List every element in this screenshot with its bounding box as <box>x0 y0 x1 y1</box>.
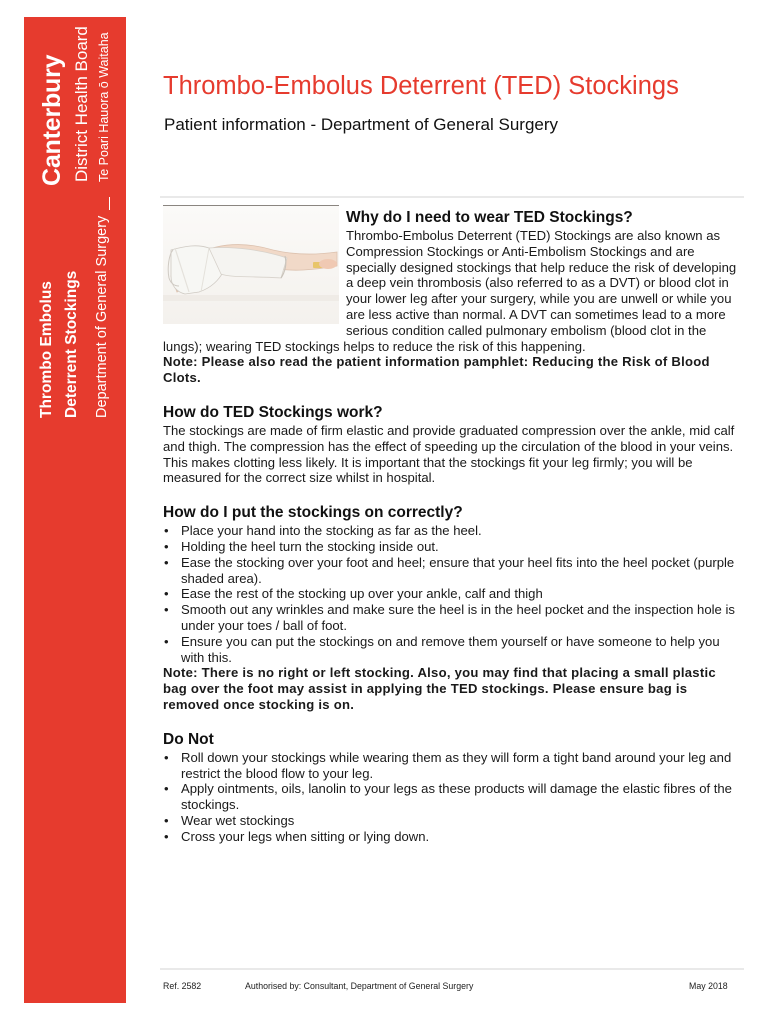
main-content <box>163 205 743 845</box>
do-not-list <box>163 750 743 845</box>
footer-authorised: Authorised by: Consultant, Department of General Surgery <box>245 981 474 991</box>
header-divider <box>160 196 744 198</box>
brand-maori-name: Te Poari Hauora ō Waitaha <box>97 32 111 182</box>
section-body-how-work: The stockings are made of firm elastic and provide graduated compression over the ankle, mid calf and thigh. The compression has the effect of speeding up the circulation of the blood in your veins. This makes clotting less likely. It is important that the stockings fit your leg firmly; you will be measured for the correct size whilst in hospital. <box>163 422 735 486</box>
put-on-steps-list <box>163 523 743 665</box>
list-item: • Place your hand into the stocking as far as the heel. <box>163 523 743 539</box>
brand-board-name: District Health Board <box>72 26 91 182</box>
footer-divider <box>160 968 744 970</box>
list-item: • Wear wet stockings <box>163 813 743 829</box>
brand-name: Canterbury <box>38 54 66 186</box>
footer-date: May 2018 <box>689 981 728 991</box>
sidebar-title-line2: Deterrent Stockings <box>63 270 80 418</box>
note-right-left: Note: There is no right or left stocking. Also, you may find that placing a small plastic bag over the foot may assist in applying the TED stockings. Please ensure bag is removed once stocking is on. <box>163 665 716 712</box>
list-item: • Cross your legs when sitting or lying down. <box>163 829 743 845</box>
note-blood-clots: Note: Please also read the patient information pamphlet: Reducing the Risk of Blood Clots. <box>163 354 710 386</box>
list-item: • Holding the heel turn the stocking inside out. <box>163 539 743 555</box>
footer-ref: Ref. 2582 <box>163 981 202 991</box>
list-item: • Ease the stocking over your foot and heel; ensure that your heel fits into the heel pocket (purple shaded area). <box>163 555 743 587</box>
sidebar-title-line1: Thrombo Embolus <box>38 281 55 418</box>
page-subtitle: Patient information - Department of General Surgery <box>164 115 559 134</box>
section-body-why: Thrombo-Embolus Deterrent (TED) Stockings are also known as Compression Stockings or Anti-Embolism Stockings and are specially designed stockings that help reduce the risk of developing a deep vein thrombosis (also referred to as a DVT) or blood clot in your lower leg after your surgery, while you are unwell or while you are less active than normal. A DVT can sometimes lead to a more serious condition called pulmonary embolism (blood clot in the lungs); wearing TED stockings helps to reduce the risk of this happening. <box>163 228 737 354</box>
list-item: • Roll down your stockings while wearing them as they will form a tight band around your leg and restrict the blood flow to your leg. <box>163 750 743 782</box>
stocking-leg-image <box>163 205 339 324</box>
list-item: • Ensure you can put the stockings on and remove them yourself or have someone to help you with this. <box>163 634 743 666</box>
list-item: • Apply ointments, oils, lanolin to your legs as these products will damage the elastic fibres of the stockings. <box>163 781 743 813</box>
list-item: • Smooth out any wrinkles and make sure the heel is in the heel pocket and the inspection hole is under your toes / ball of foot. <box>163 602 743 634</box>
section-heading-put-on: How do I put the stockings on correctly? <box>163 504 463 522</box>
section-heading-do-not: Do Not <box>163 730 214 748</box>
sidebar-divider <box>109 197 110 210</box>
sidebar-department: Department of General Surgery <box>94 215 110 418</box>
list-item: • Ease the rest of the stocking up over your ankle, calf and thigh <box>163 586 743 602</box>
section-heading-why: Why do I need to wear TED Stockings? <box>346 209 633 226</box>
section-heading-how-work: How do TED Stockings work? <box>163 403 383 421</box>
page-title: Thrombo-Embolus Deterrent (TED) Stockings <box>163 72 679 100</box>
